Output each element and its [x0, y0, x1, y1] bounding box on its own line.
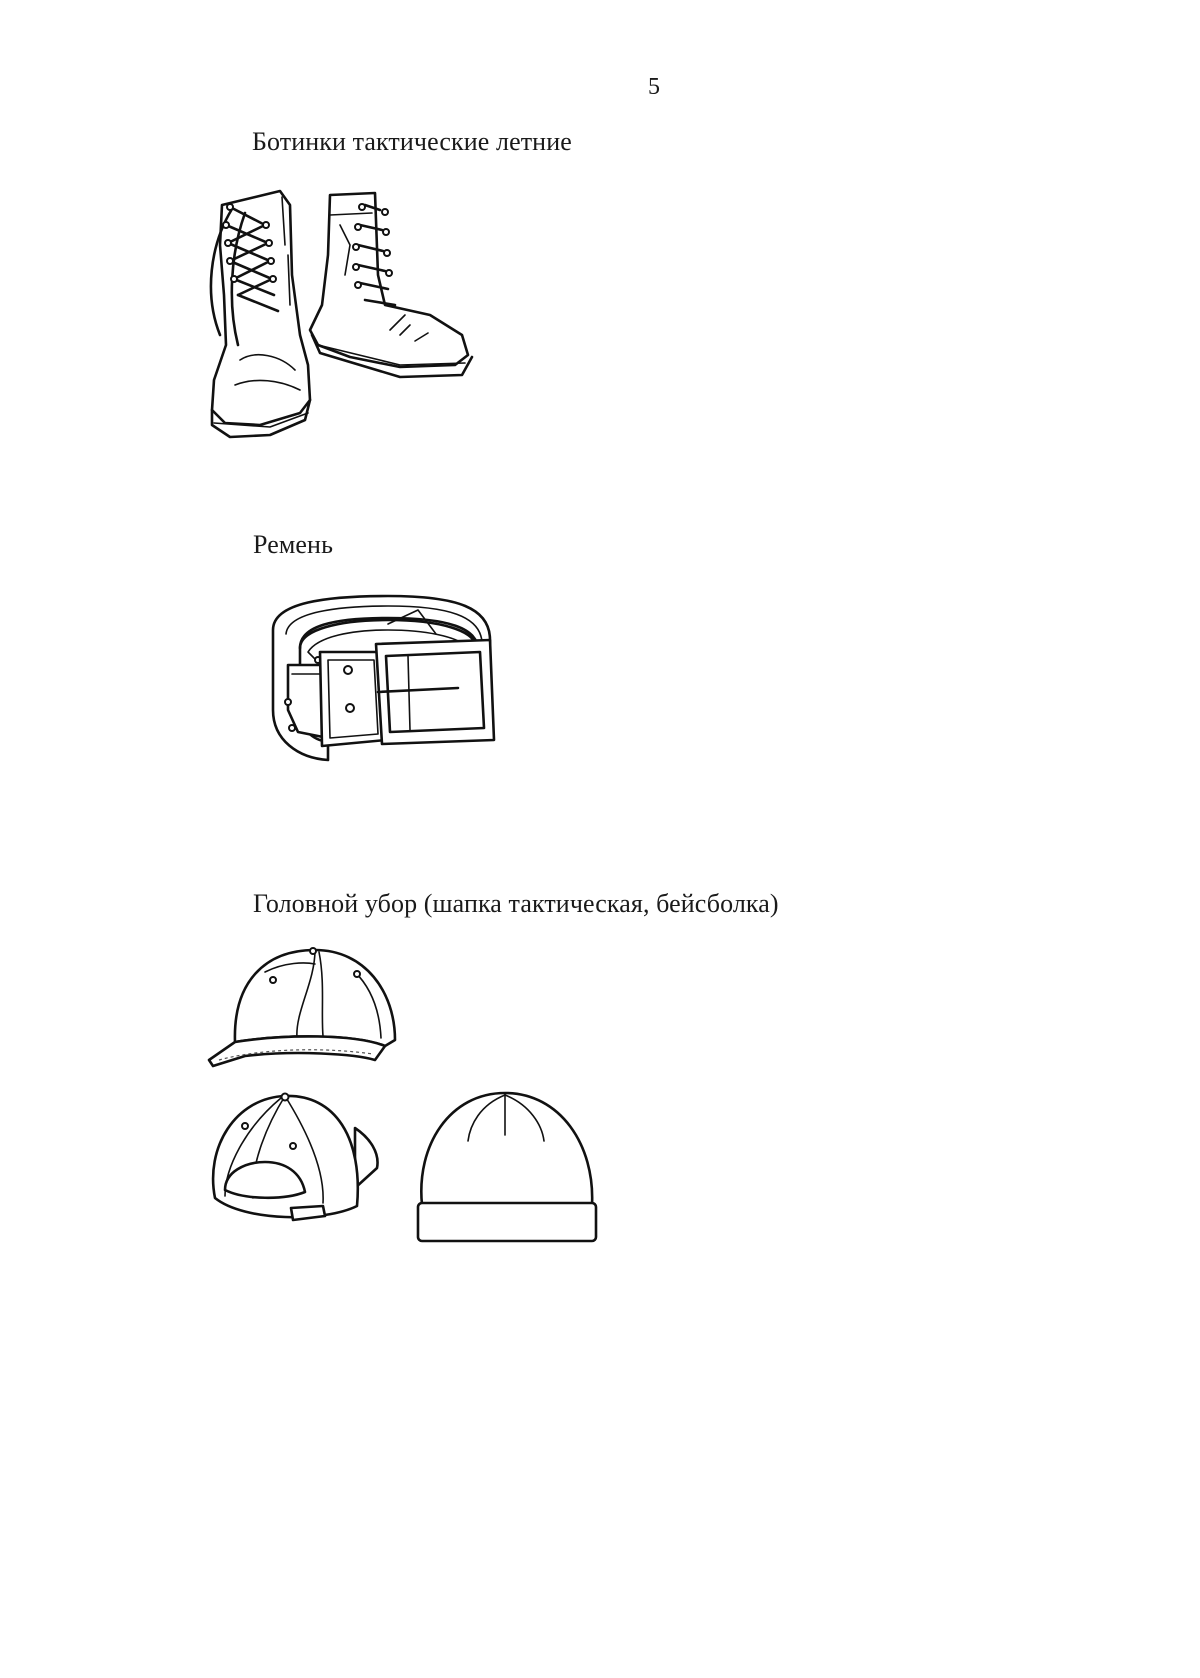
- beanie-illustration: [410, 1085, 610, 1245]
- belt-illustration: [258, 590, 528, 780]
- baseball-cap-back-icon: [205, 1088, 385, 1228]
- baseball-cap-front-illustration: [205, 942, 405, 1082]
- belt-icon: [258, 590, 528, 780]
- section-title-boots: Ботинки тактические летние: [252, 127, 572, 156]
- boots-illustration: [200, 185, 490, 455]
- beanie-icon: [410, 1085, 610, 1245]
- right-boot-icon: [310, 193, 472, 377]
- section-title-headwear: Головной убор (шапка тактическая, бейсболка): [253, 889, 779, 918]
- baseball-cap-front-icon: [205, 942, 405, 1082]
- section-title-belt: Ремень: [253, 530, 334, 559]
- page-number: 5: [648, 74, 660, 100]
- left-boot-icon: [211, 191, 310, 437]
- boots-icon: [200, 185, 490, 455]
- baseball-cap-back-illustration: [205, 1088, 385, 1228]
